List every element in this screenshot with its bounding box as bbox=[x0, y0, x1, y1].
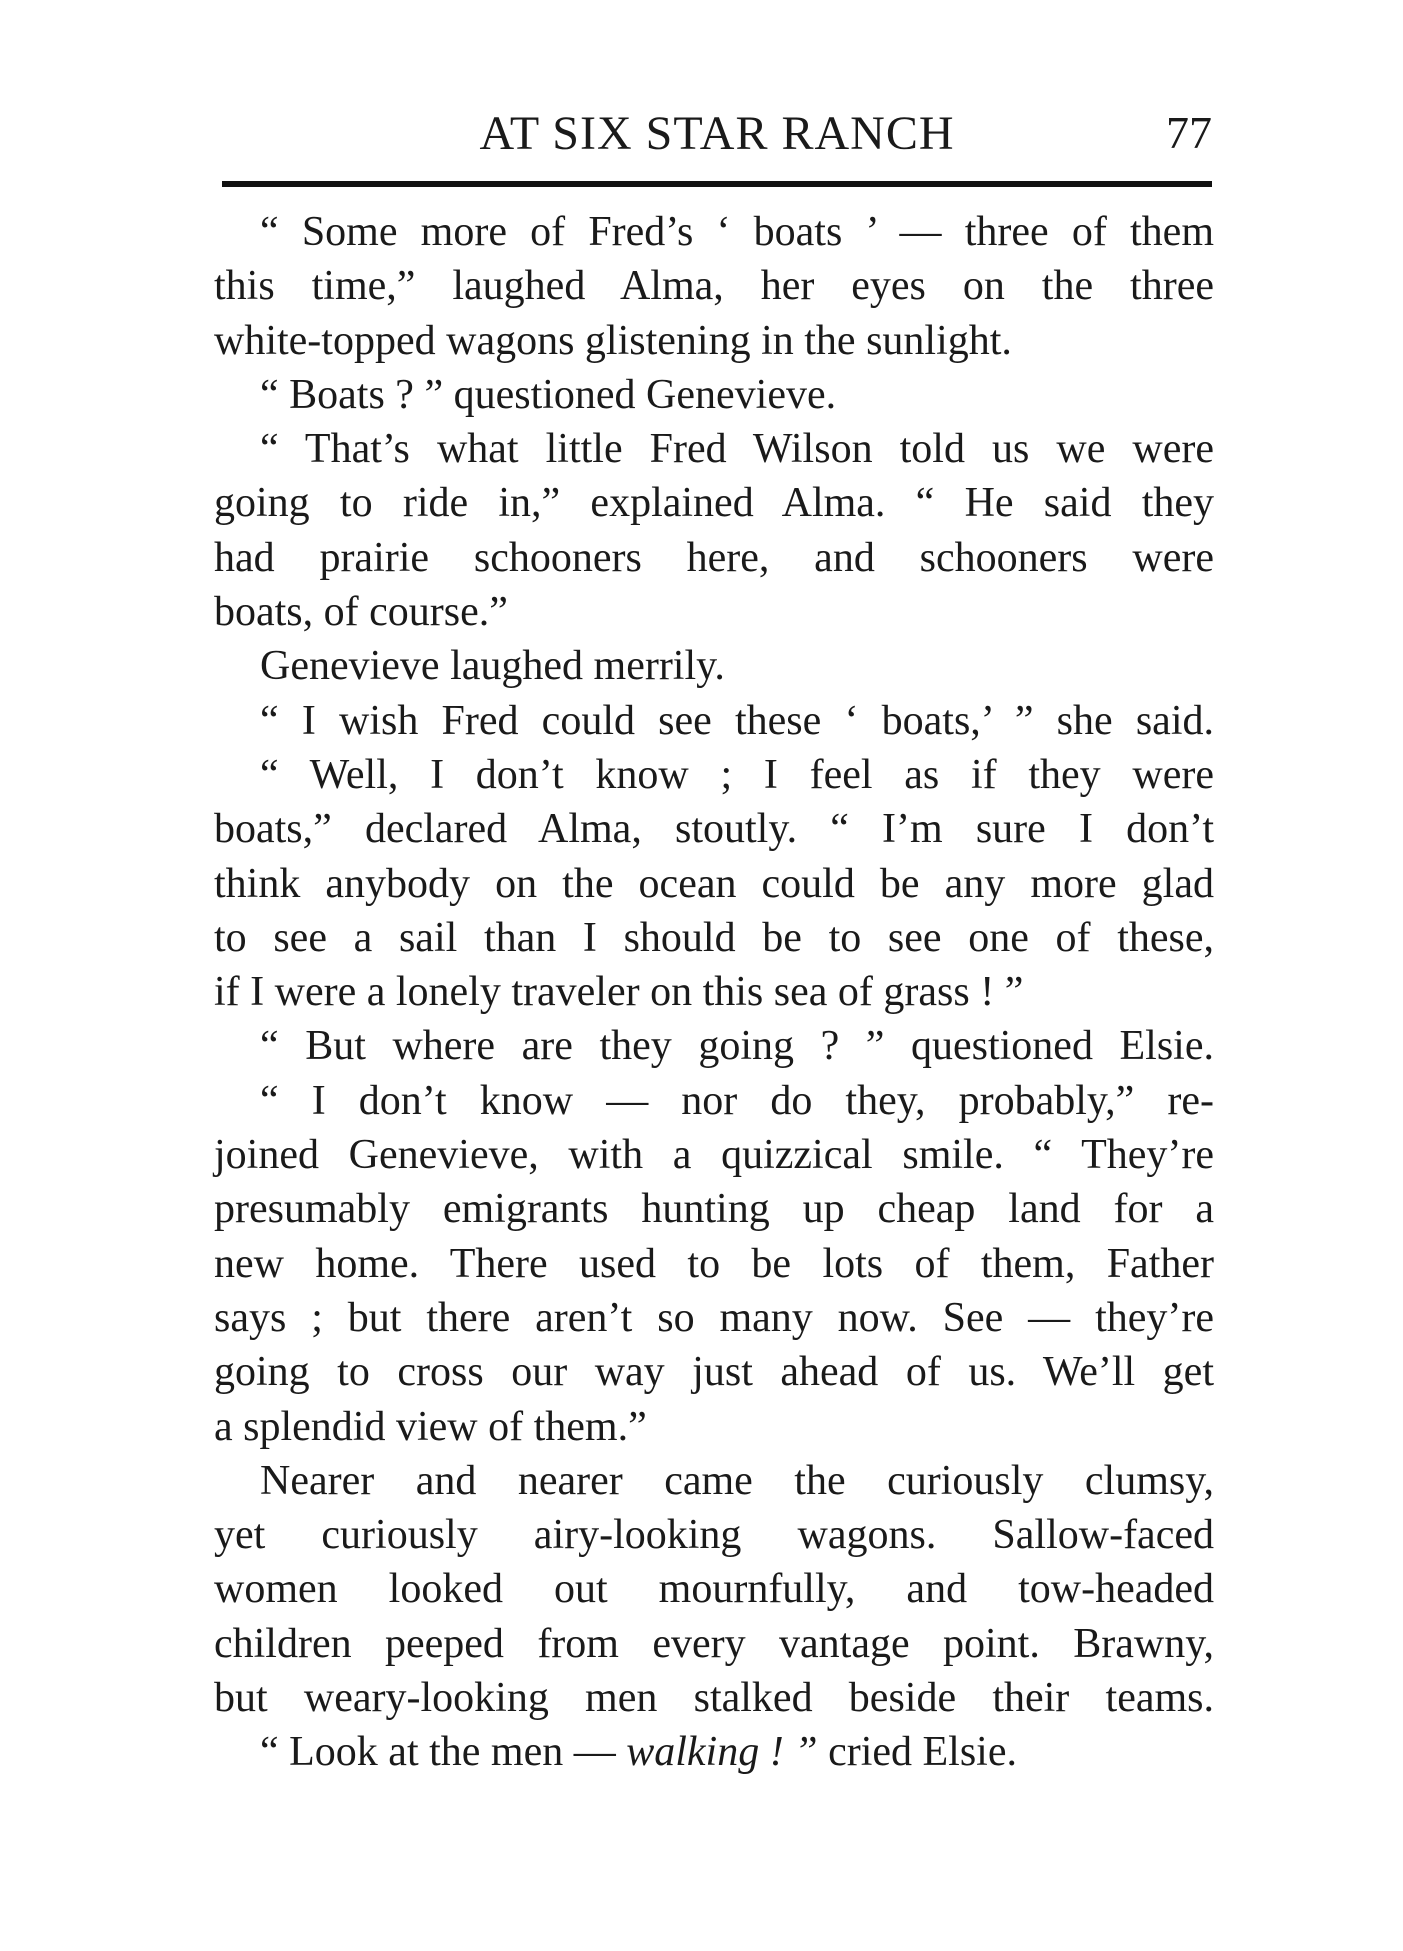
text-line: Nearer and nearer came the curiously clumsy, bbox=[260, 1457, 1214, 1504]
text-line: “ Well, I don’t know ; I feel as if they were bbox=[260, 751, 1214, 798]
header-rule bbox=[222, 181, 1212, 187]
text-line: yet curiously airy-looking wagons. Sallow-faced bbox=[214, 1512, 1214, 1559]
final-text-line bbox=[214, 1725, 1214, 1779]
text-line: “ I wish Fred could see these ‘ boats,’ ” she said. bbox=[260, 697, 1214, 744]
text-line: says ; but there aren’t so many now. See — they’re bbox=[214, 1294, 1214, 1341]
body-text bbox=[214, 205, 1214, 1780]
final-line-emphasis: walking ! ” bbox=[626, 1729, 818, 1776]
page-number: 77 bbox=[1166, 107, 1212, 158]
text-line: presumably emigrants hunting up cheap land for a bbox=[214, 1186, 1214, 1233]
text-line: going to ride in,” explained Alma. “ He said they bbox=[214, 480, 1214, 527]
text-line: joined Genevieve, with a quizzical smile. “ They’re bbox=[214, 1132, 1214, 1179]
running-head bbox=[222, 100, 1212, 164]
text-line: if I were a lonely traveler on this sea of grass ! ” bbox=[214, 969, 1024, 1016]
text-line: to see a sail than I should be to see one of these, bbox=[214, 914, 1214, 961]
text-line: white-topped wagons glistening in the sunlight. bbox=[214, 317, 1012, 364]
text-line: new home. There used to be lots of them, Father bbox=[214, 1240, 1214, 1287]
text-line: boats, of course.” bbox=[214, 589, 508, 636]
text-line: “ Some more of Fred’s ‘ boats ’ — three of them bbox=[260, 209, 1214, 255]
text-line: children peeped from every vantage point. Brawny, bbox=[214, 1620, 1214, 1667]
text-line: “ I don’t know — nor do they, probably,” re- bbox=[260, 1077, 1214, 1124]
text-line: “ Boats ? ” questioned Genevieve. bbox=[260, 371, 837, 418]
text-line: had prairie schooners here, and schooners were bbox=[214, 534, 1214, 581]
final-line-before: “ Look at the men — bbox=[260, 1729, 627, 1776]
text-line: boats,” declared Alma, stoutly. “ I’m sure I don’t bbox=[214, 806, 1214, 853]
text-line: a splendid view of them.” bbox=[214, 1403, 647, 1450]
text-line: women looked out mournfully, and tow-headed bbox=[214, 1566, 1214, 1613]
text-line: think anybody on the ocean could be any more glad bbox=[214, 860, 1214, 907]
final-line-after: cried Elsie. bbox=[817, 1729, 1017, 1776]
text-line: Genevieve laughed merrily. bbox=[260, 643, 725, 690]
text-line: but weary-looking men stalked beside their teams. bbox=[214, 1675, 1214, 1722]
running-title: AT SIX STAR RANCH bbox=[479, 107, 955, 160]
text-line: “ That’s what little Fred Wilson told us we were bbox=[260, 426, 1214, 473]
text-line: this time,” laughed Alma, her eyes on the three bbox=[214, 263, 1214, 310]
text-line: going to cross our way just ahead of us. We’ll get bbox=[214, 1349, 1214, 1396]
text-line: “ But where are they going ? ” questioned Elsie. bbox=[260, 1023, 1214, 1070]
